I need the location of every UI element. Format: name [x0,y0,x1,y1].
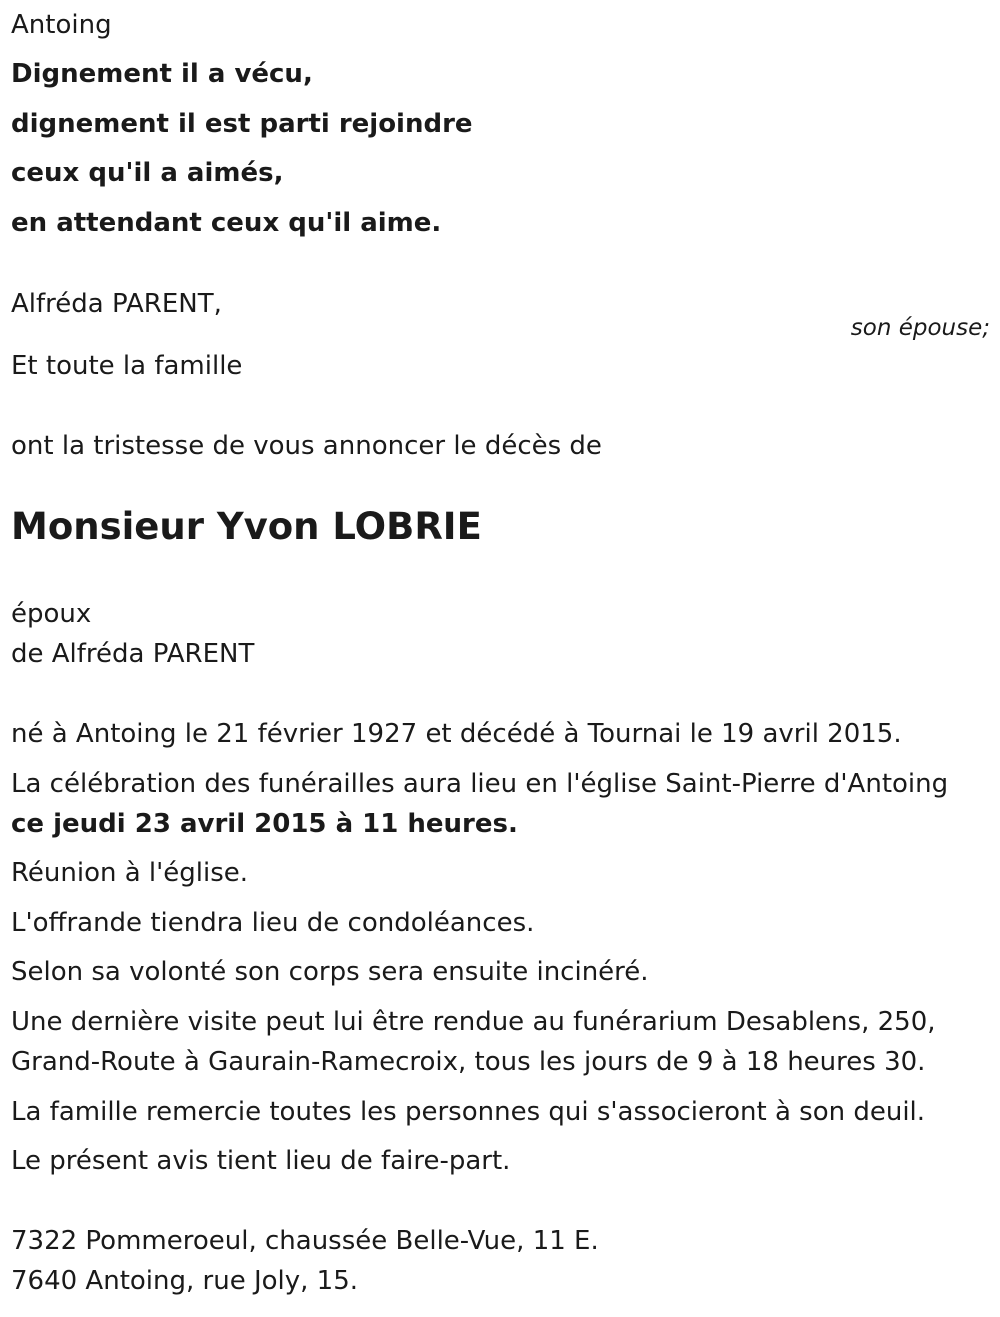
deceased-name: Monsieur Yvon LOBRIE [11,505,482,548]
birth-death: né à Antoing le 21 février 1927 et décédé à Tournai le 19 avril 2015. [11,719,902,749]
thanks: La famille remercie toutes les personnes qui s'associeront à son deuil. [11,1097,926,1127]
celebration: La célébration des funérailles aura lieu en l'église Saint-Pierre d'Antoing [11,769,949,799]
poem-line-3: ceux qu'il a aimés, [11,158,284,188]
visit-line-2: Grand-Route à Gaurain-Ramecroix, tous les jours de 9 à 18 heures 30. [11,1047,926,1077]
cremation: Selon sa volonté son corps sera ensuite incinéré. [11,957,649,987]
celebration-time: ce jeudi 23 avril 2015 à 11 heures. [11,809,518,839]
announcement: ont la tristesse de vous annoncer le décès de [11,431,602,461]
meeting: Réunion à l'église. [11,858,249,888]
address-2: 7640 Antoing, rue Joly, 15. [11,1266,359,1296]
poem-line-1: Dignement il a vécu, [11,59,313,89]
address-1: 7322 Pommeroeul, chaussée Belle-Vue, 11 E. [11,1226,599,1256]
spouse-name: Alfréda PARENT, [11,289,222,319]
offering: L'offrande tiendra lieu de condoléances. [11,908,535,938]
relation-line-1: époux [11,599,92,629]
notice: Le présent avis tient lieu de faire-part. [11,1146,511,1176]
family-rest: Et toute la famille [11,351,243,381]
relation-line-2: de Alfréda PARENT [11,639,255,669]
poem-line-2: dignement il est parti rejoindre [11,109,473,139]
visit-line-1: Une dernière visite peut lui être rendue au funérarium Desablens, 250, [11,1007,936,1037]
locality: Antoing [11,10,112,40]
spouse-role: son épouse; [850,315,990,341]
poem-line-4: en attendant ceux qu'il aime. [11,208,442,238]
